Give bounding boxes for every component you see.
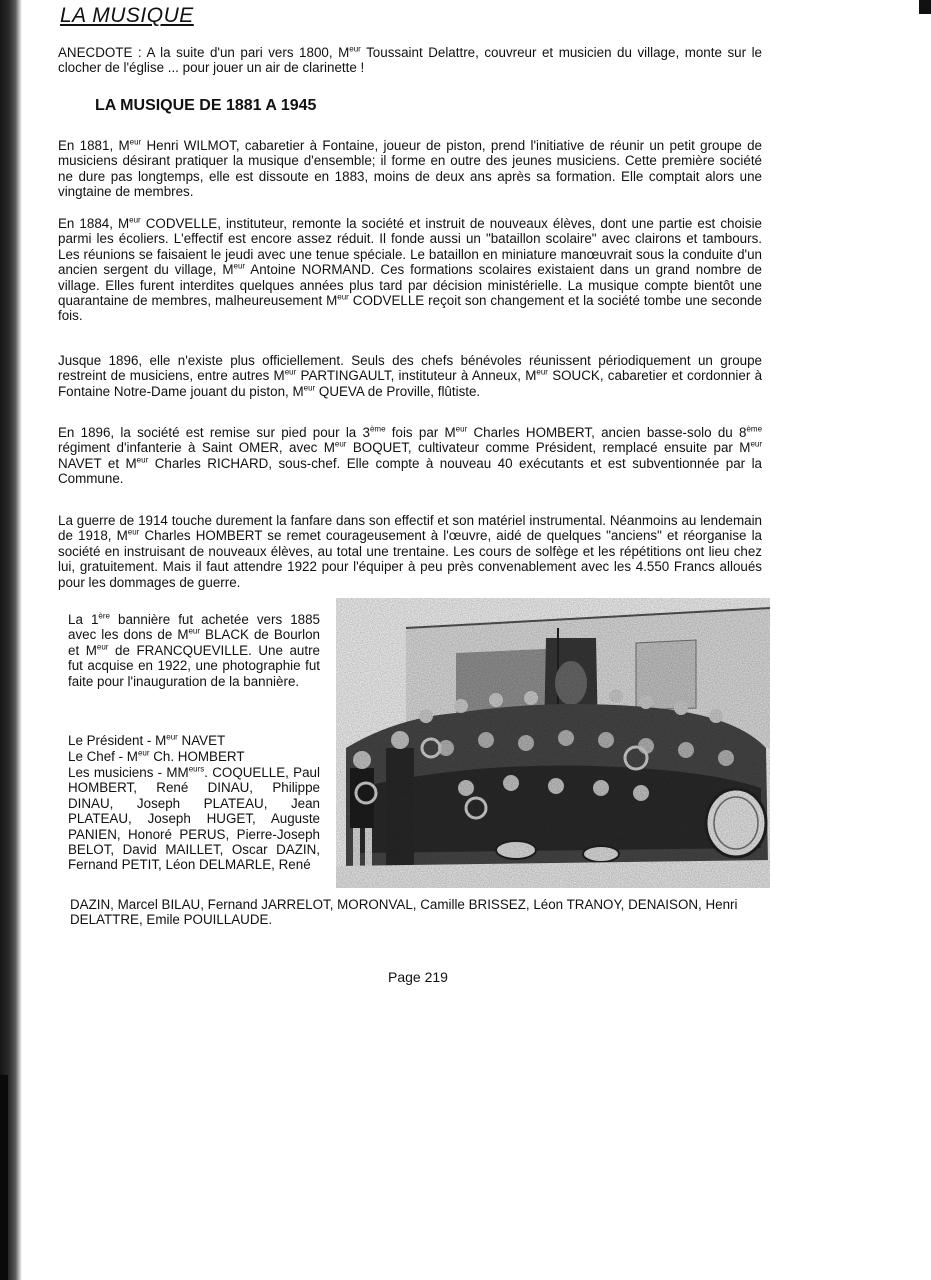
- band-photograph: [336, 598, 770, 888]
- president-line: Le Président - $M^{eur}$ NAVET: [68, 732, 226, 748]
- section-title: LA MUSIQUE DE 1881 A 1945: [95, 97, 317, 114]
- paragraph-1881: En 1881, $M^{eur}$ Henri WILMOT, cabaretier à Fontaine, joueur de piston, prend l'initiative de réunir un petit groupe de musiciens désirant pratiquer la musique d'ensemble; il forme en outre des jeunes musiciens. Cette première société ne dure pas longtemps, elle est dissoute en 1883, moins de deux ans après sa formation. Elle comptait alors une vingtaine de membres.: [58, 137, 763, 200]
- paragraph-1896: En 1896, la société est remise sur pied pour la 3ème fois par $M^{eur}$ Charles HOMBERT, ancien basse-solo du 8ème régiment d'infanterie à Saint OMER, avec $M^{eur}$ BOQUET, cultivateur comme Président, remplacé ensuite par $M^{eur}$ NAVET et $M^{eur}$ Charles RICHARD, sous-chef. Elle compte à nouveau 40 exécutants et est subventionnée par la Commune.: [58, 424, 763, 487]
- paragraph-1884: En 1884, $M^{eur}$ CODVELLE, instituteur, remonte la société et instruit de nouveaux élèves, dont une partie est choisie parmi les écoliers. L'effectif est encore assez réduit. Il fonde aussi un "bataillon scolaire" avec clairons et tambours. Les réunions se faisaient le jeudi avec une tenue spéciale. Le bataillon en miniature manœuvrait sous la conduite d'un ancien sergent du village, $M^{eur}$ Antoine NORMAND. Ces formations scolaires existaient dans un grand nombre de village. Elles furent interdites quelques années plus tard par décision ministérielle. La musique compte bientôt une quarantaine de membres, malheureusement $M^{eur}$ CODVELLE reçoit son changement et la société tombe une seconde fois.: [58, 215, 762, 324]
- anecdote-paragraph: ANECDOTE : A la suite d'un pari vers 1800, $M^{eur}$ Toussaint Delattre, couvreur et musicien du village, monte sur le clocher de l'église ... pour jouer un air de clarinette !: [58, 44, 763, 76]
- page-title: LA MUSIQUE: [60, 4, 194, 27]
- chef-line: Le Chef - $M^{eur}$ Ch. HOMBERT: [68, 748, 245, 764]
- musicians-paragraph: Les musiciens - $MM^{eurs}$. COQUELLE, Paul HOMBERT, René DINAU, Philippe DINAU, Joseph PLATEAU, Jean PLATEAU, Joseph HUGET, Auguste PANIEN, Honoré PERUS, Pierre-Joseph BELOT, David MAILLET, Oscar DAZIN, Fernand PETIT, Léon DELMARLE, René: [68, 764, 320, 873]
- musicians-continued: DAZIN, Marcel BILAU, Fernand JARRELOT, MORONVAL, Camille BRISSEZ, Léon TRANOY, DENAISON, Henri DELATTRE, Emile POUILLAUDE.: [70, 897, 738, 928]
- scan-edge-right: [919, 0, 931, 14]
- paragraph-1914: La guerre de 1914 touche durement la fanfare dans son effectif et son matériel instrumental. Néanmoins au lendemain de 1918, $M^{eur}$ Charles HOMBERT se remet courageusement à l'œuvre, aidé de quelques "anciens" et réorganise la société en instruisant de nouveaux élèves, au total une trentaine. Les cours de solfège et les répétitions ont lieu chez lui, gratuitement. Mais il faut attendre 1922 pour l'équiper à peu près convenablement avec les 4.550 Francs alloués pour les dommages de guerre.: [58, 513, 763, 590]
- scan-edge-left-bottom: [0, 1075, 8, 1280]
- paragraph-1896-before: Jusque 1896, elle n'existe plus officiellement. Seuls des chefs bénévoles réunissent périodiquement un groupe restreint de musiciens, entre autres $M^{eur}$ PARTINGAULT, instituteur à Anneux, $M^{eur}$ SOUCK, cabaretier et cordonnier à Fontaine Notre-Dame jouant du piston, $M^{eur}$ QUEVA de Proville, flûtiste.: [58, 353, 763, 399]
- banner-paragraph: La 1ère bannière fut achetée vers 1885 avec les dons de $M^{eur}$ BLACK de Bourlon et $M^{eur}$ de FRANCQUEVILLE. Une autre fut acquise en 1922, une photographie fut faite pour l'inauguration de la bannière.: [68, 611, 321, 689]
- page-number: Page 219: [388, 969, 448, 985]
